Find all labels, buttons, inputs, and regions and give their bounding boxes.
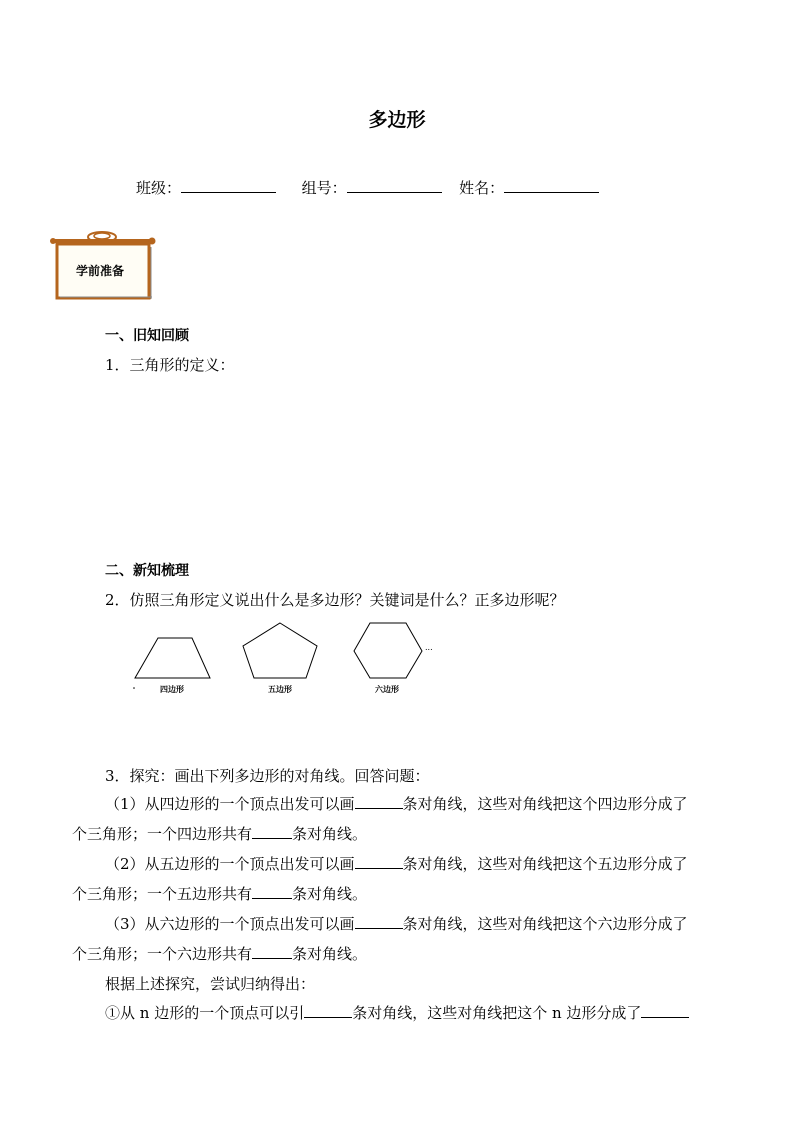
q3-part2-line2: 个三角形；一个五边形共有 条对角线。 (72, 885, 368, 903)
q3-p1-blank-diagonals[interactable] (355, 794, 403, 809)
question-2: 2．仿照三角形定义说出什么是多边形？关键词是什么？正多边形呢？ (105, 591, 565, 609)
q3-part2-line1: （2）从五边形的一个顶点出发可以画 条对角线，这些对角线把这个五边形分成了 (105, 855, 688, 873)
q3-part1-line2: 个三角形；一个四边形共有 条对角线。 (72, 825, 368, 843)
class-label: 班级： (136, 179, 182, 197)
q3-part3-line1: （3）从六边形的一个顶点出发可以画 条对角线，这些对角线把这个六边形分成了 (105, 915, 688, 933)
question-1: 1．三角形的定义： (105, 356, 235, 374)
q3-conclusion-1: ①从 n 边形的一个顶点可以引 条对角线，这些对角线把这个 n 边形分成了 (105, 1002, 689, 1023)
q3-part3-line2: 个三角形；一个六边形共有 条对角线。 (72, 945, 368, 963)
group-label: 组号： (301, 179, 347, 197)
q3-summary: 根据上述探究，尝试归纳得出： (105, 975, 316, 993)
pentagon-label: 五边形 (268, 684, 292, 694)
class-blank[interactable] (181, 178, 276, 193)
quadrilateral-shape (135, 638, 210, 678)
c1-blank-diagonals[interactable] (304, 1003, 352, 1018)
section-badge (48, 227, 158, 301)
c1-blank-triangles[interactable] (641, 1003, 689, 1018)
q3-part1-line1: （1）从四边形的一个顶点出发可以画 条对角线，这些对角线把这个四边形分成了 (105, 795, 688, 813)
quadrilateral-label: 四边形 (160, 684, 184, 694)
q3-p3-blank-diagonals[interactable] (355, 914, 403, 929)
q3-p2-blank-total[interactable] (252, 884, 292, 899)
ellipsis-mark: ... (425, 643, 433, 652)
group-blank[interactable] (347, 178, 442, 193)
question-3-intro: 3．探究：画出下列多边形的对角线。回答问题： (105, 767, 430, 785)
badge-label: 学前准备 (76, 264, 125, 278)
pentagon-shape (243, 623, 317, 678)
name-blank[interactable] (504, 178, 599, 193)
name-label: 姓名： (459, 179, 505, 197)
polygon-figures (130, 618, 440, 698)
hexagon-label: 六边形 (375, 684, 399, 694)
q3-p3-blank-total[interactable] (252, 944, 292, 959)
hexagon-shape (354, 623, 422, 678)
q3-p2-blank-diagonals[interactable] (355, 854, 403, 869)
q3-p1-blank-total[interactable] (252, 824, 292, 839)
page-title: 多边形 (368, 109, 426, 131)
section-heading-new: 二、新知梳理 (105, 563, 189, 579)
section-heading-review: 一、旧知回顾 (105, 328, 189, 344)
student-info-row (136, 177, 599, 198)
